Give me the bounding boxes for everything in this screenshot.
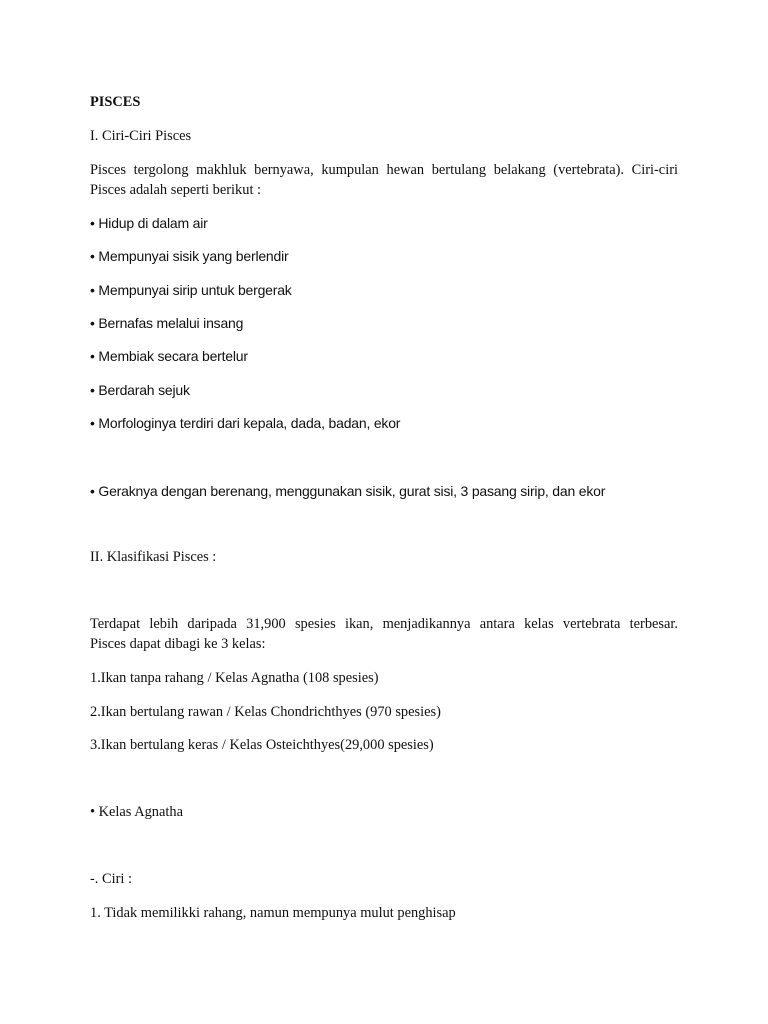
document-title: PISCES — [90, 94, 141, 110]
list-item: • Morfologinya terdiri dari kepala, dada, badan, ekor — [90, 415, 401, 431]
class-item: 1.Ikan tanpa rahang / Kelas Agnatha (108 spesies) — [90, 670, 379, 686]
list-item: • Bernafas melalui insang — [90, 315, 244, 331]
section-heading-ciri: I. Ciri-Ciri Pisces — [90, 128, 192, 144]
ciri-item: 1. Tidak memilikki rahang, namun mempunya mulut penghisap — [90, 905, 456, 921]
classification-line-1: Terdapat lebih daripada 31,900 spesies ikan, menjadikannya antara kelas vertebrata terbesar. — [90, 616, 678, 632]
section-heading-klasifikasi: II. Klasifikasi Pisces : — [90, 549, 217, 565]
list-item: • Membiak secara bertelur — [90, 348, 248, 364]
class-item: 3.Ikan bertulang keras / Kelas Osteichthyes(29,000 spesies) — [90, 737, 434, 753]
classification-paragraph — [90, 614, 678, 654]
list-item: • Berdarah sejuk — [90, 382, 190, 398]
intro-line-2: Pisces adalah seperti berikut : — [90, 182, 262, 198]
list-item: • Hidup di dalam air — [90, 215, 208, 231]
class-item: 2.Ikan bertulang rawan / Kelas Chondrichthyes (970 spesies) — [90, 704, 441, 720]
classification-line-2: Pisces dapat dibagi ke 3 kelas: — [90, 636, 266, 652]
ciri-heading: -. Ciri : — [90, 871, 132, 887]
list-item: • Mempunyai sirip untuk bergerak — [90, 282, 292, 298]
agnatha-heading: • Kelas Agnatha — [90, 804, 183, 820]
intro-paragraph — [90, 160, 678, 200]
list-item: • Mempunyai sisik yang berlendir — [90, 248, 289, 264]
movement-item: • Geraknya dengan berenang, menggunakan sisik, gurat sisi, 3 pasang sirip, dan ekor — [90, 483, 606, 499]
intro-line-1: Pisces tergolong makhluk bernyawa, kumpulan hewan bertulang belakang (vertebrata). Ciri-ciri — [90, 162, 678, 178]
